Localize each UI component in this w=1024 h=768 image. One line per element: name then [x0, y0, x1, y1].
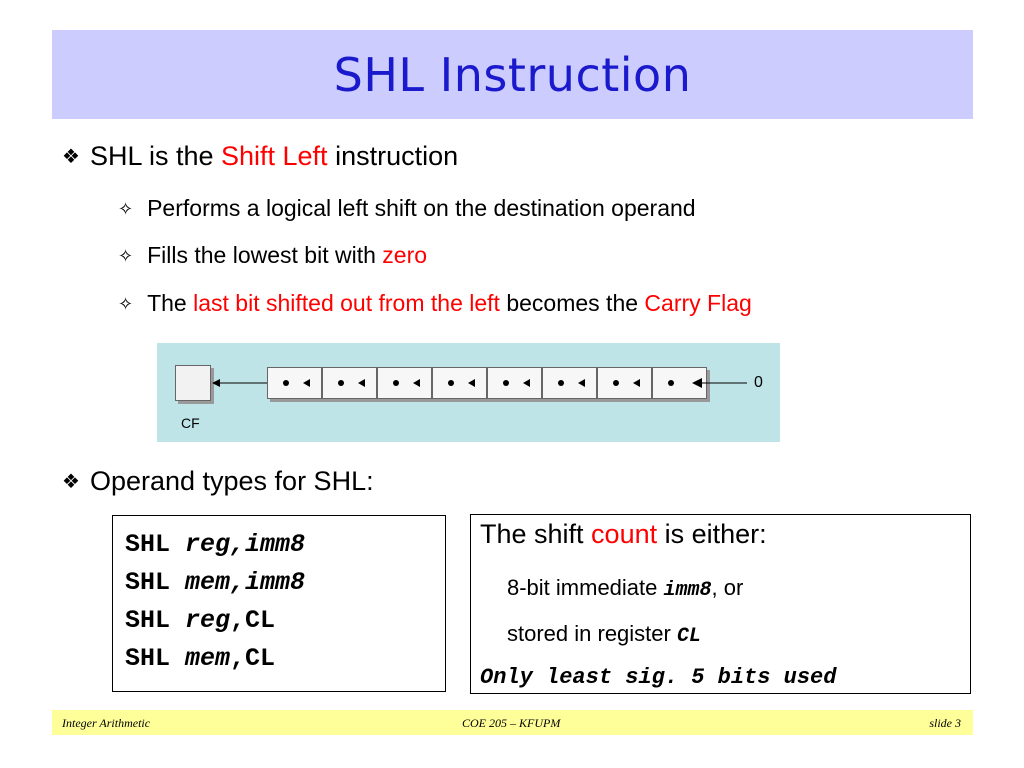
code-line: [125, 602, 445, 640]
footer-topic: Integer Arithmetic: [62, 716, 151, 730]
star-bullet-icon: ✧: [118, 246, 134, 266]
option-code: imm8: [663, 579, 712, 602]
bullet-text-pre: SHL is the: [89, 141, 221, 171]
diamond-bullet-icon: ❖: [62, 471, 80, 493]
arrow-head-icon: [212, 379, 220, 387]
count-heading-post: is either:: [657, 519, 767, 549]
option-text: 8-bit immediate: [507, 575, 664, 600]
subbullet-carry-flag: [118, 289, 752, 318]
subbullet-text: Performs a logical left shift on the destination operand: [147, 195, 696, 221]
arrow-head-icon: [303, 379, 310, 387]
bit-dot-icon: [393, 380, 399, 386]
code-line: [125, 526, 445, 564]
shift-left-diagram: [157, 343, 780, 442]
slide-title: SHL Instruction: [333, 47, 692, 102]
count-option-register: [507, 621, 701, 648]
option-text: stored in register: [507, 621, 677, 646]
arrow-head-icon: [633, 379, 640, 387]
subbullet-text-red: zero: [382, 242, 428, 268]
count-heading: [480, 519, 767, 550]
code-register: ,CL: [230, 606, 276, 635]
subbullet-text-mid: becomes the: [499, 290, 645, 316]
bullet-shl-definition: [62, 140, 458, 173]
count-heading-pre: The shift: [480, 519, 592, 549]
slide-footer: [52, 710, 973, 735]
arrow-head-icon: [578, 379, 585, 387]
arrow-head-icon: [358, 379, 365, 387]
bullet-operand-types: [62, 465, 374, 498]
count-heading-red: count: [591, 519, 658, 549]
zero-input-label: 0: [754, 374, 763, 391]
code-operand: reg,imm8: [185, 530, 306, 559]
count-option-immediate: [507, 575, 743, 602]
arrow-head-icon: [413, 379, 420, 387]
code-opcode: SHL: [125, 530, 186, 559]
option-text-post: , or: [711, 575, 744, 600]
code-operand: mem: [185, 644, 231, 673]
bit-dot-icon: [613, 380, 619, 386]
operand-forms-box: [112, 515, 446, 692]
title-banner: [52, 30, 973, 119]
star-bullet-icon: ✧: [118, 199, 134, 219]
carry-flag-label: CF: [181, 415, 200, 431]
bit-dot-icon: [558, 380, 564, 386]
shift-count-box: [470, 514, 971, 694]
footer-course: COE 205 – KFUPM: [462, 716, 561, 730]
subbullet-logical-shift: [118, 194, 696, 223]
arrow-head-icon: [468, 379, 475, 387]
subbullet-text-red-2: Carry Flag: [644, 290, 752, 316]
shift-arrows: [157, 343, 780, 442]
arrow-head-icon: [692, 378, 702, 388]
bit-dot-icon: [503, 380, 509, 386]
bit-dot-icon: [338, 380, 344, 386]
count-note: Only least sig. 5 bits used: [480, 665, 837, 690]
bullet-text: Operand types for SHL:: [89, 466, 374, 496]
code-line: [125, 640, 445, 678]
code-line: [125, 564, 445, 602]
diamond-bullet-icon: ❖: [62, 146, 80, 168]
footer-slide-number: slide 3: [929, 716, 961, 730]
bit-dot-icon: [448, 380, 454, 386]
bullet-text-red: Shift Left: [221, 141, 328, 171]
star-bullet-icon: ✧: [118, 294, 134, 314]
code-opcode: SHL: [125, 644, 186, 673]
code-opcode: SHL: [125, 568, 186, 597]
subbullet-text-red-1: last bit shifted out from the left: [193, 290, 500, 316]
code-opcode: SHL: [125, 606, 186, 635]
subbullet-fills-zero: [118, 241, 427, 270]
code-register: ,CL: [230, 644, 276, 673]
option-code: CL: [676, 625, 701, 648]
bullet-text-post: instruction: [327, 141, 459, 171]
code-operand: reg: [185, 606, 231, 635]
subbullet-text-pre: The: [147, 290, 194, 316]
code-operand: mem,imm8: [185, 568, 306, 597]
bit-dot-icon: [668, 380, 674, 386]
arrow-head-icon: [523, 379, 530, 387]
bit-dot-icon: [283, 380, 289, 386]
subbullet-text-pre: Fills the lowest bit with: [147, 242, 383, 268]
